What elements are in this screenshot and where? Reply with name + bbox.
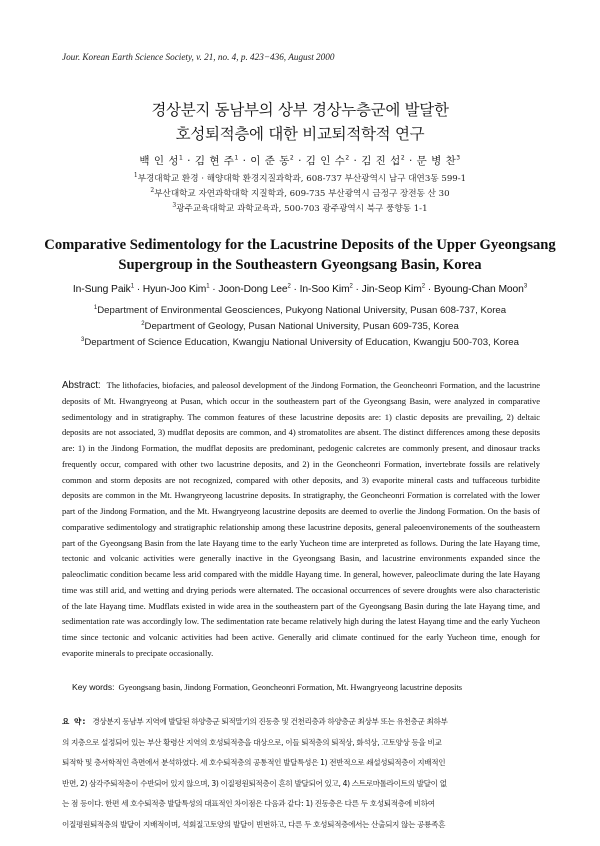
english-author: Hyun-Joo Kim xyxy=(142,284,207,295)
english-author: Jin-Seop Kim xyxy=(361,284,422,295)
korean-affiliation: $^1$부경대학교 환경 · 해양대학 환경지질과학과, 608-737 부산광역시 남구 대연3동 599-1 xyxy=(133,172,467,184)
korean-title-line2: 호성퇴적층에 대한 비교퇴적학적 연구 xyxy=(175,125,425,143)
korean-authors: 백 인 성$^1$ · 김 현 주$^1$ · 이 준 동$^2$ · 김 인 수$^2$ · 김 진 섭$^2$ · 문 병 찬$^3$ xyxy=(139,154,461,167)
korean-abstract-line: 의 지층으로 설정되어 있는 부산 황령산 지역의 호성퇴적층을 대상으로, 이들 퇴적층의 퇴적상, 화석상, 고토양상 등을 비교 xyxy=(62,737,442,747)
keywords-text: Gyeongsang basin, Jindong Formation, Geoncheonri Formation, Mt. Hwangryeong lacustrine deposits xyxy=(118,683,463,692)
journal-citation: Jour. Korean Earth Science Society, v. 21, no. 4, p. 423−436, August 2000 xyxy=(62,52,335,62)
korean-abstract xyxy=(62,712,540,836)
korean-affiliation: $^3$광주교육대학교 과학교육과, 500-703 광주광역시 북구 풍향동 1-1 xyxy=(172,202,428,214)
korean-author: 문 병 찬 xyxy=(416,155,457,167)
english-title-line2: Supergroup in the Southeastern Gyeongsang Basin, Korea xyxy=(118,257,482,273)
korean-abstract-line: 이질평원퇴적층의 발달이 지배적이며, 석회질고토양의 발달이 빈번하고, 다른 두 호성퇴적층에서는 산출되지 않는 공룡족흔 xyxy=(62,819,446,829)
keywords xyxy=(72,682,542,692)
korean-author: 김 현 주 xyxy=(194,155,235,167)
english-author: In-Soo Kim xyxy=(299,284,350,295)
english-affiliation: $^3$Department of Science Education, Kwangju National University of Education, Kwangju 500-703, Korea xyxy=(81,336,519,348)
english-affiliation: $^1$Department of Environmental Geosciences, Pukyong National University, Pusan 608-737, Korea xyxy=(93,304,507,316)
korean-author: 백 인 성 xyxy=(139,155,179,167)
abstract-text: The lithofacies, biofacies, and paleosol development of the Jindong Formation, the Geoncheonri Formation, and the lacustrine deposits of Mt. Hwangryeong at Pusan, which occur in the southeastern part of the Gyeongsang Basin, were analyzed in comparative sedimentology and in stratigraphy. The common features of these lacustrine deposits are: 1) clastic deposits are prevailing, 2) deltaic deposits are not associated, 3) mudflat deposits are common, and 4) stromatolites are absent. The distinct differences among these deposits are: 1) in the Jindong Formation, the mudflat deposits are predominant, pedogenic calcretes are commonly present, and dinosaur tracks frequently occur, compared with other two lacustrine deposits, and 2) in the Geoncheonri Formation, invertebrate fossils are relatively common and storm deposits are not recognized, compared with other deposits, and 3) evaporite mineral casts and tuffaceous turbidite deposits are common in the Mt. Hwangryeong lacustrine deposits. In stratigraphy, the Geoncheonri Formation is correlated with the lower part of the Jindong Formation, and the Mt. Hwangryeong lacustrine deposits are deemed to overlie the Jindong Formation. On the basis of comparative sedimentology and stratigraphic relationship among these lacustrine deposits, general paleoenvironements of the southeastern part of the Gyeongsang Basin from the late Hayang time to the early Yucheon time are interpreted as follows. During the late Hayang time, tectonic and volcanic activities were generally inactive in the Gyeongsang Basin, and lacustrine environments expanded since the paleoclimatic condition became less arid compared with the middle Hayang time. In general, however, paleoclimate during the late Hayang time was still arid, and wetting and drying periods were alternated. The occasional occurrences of severe droughts were also characteristic of the late Hayang time. Mudflats existed in wide area in the southeastern part of the Gyeongsang Basin during the late Hayang time, and sedimentation rate was accordingly low. The sedimentation rate became relatively high during the latest Hayang time and the early Yucheon time since tectonic and volcanic activities had been active. Generally arid climate continued for the early Yucheon time, enough for evaporite minerals to precipate occasionally. xyxy=(62,380,540,658)
english-authors: In-Sung Paik$^1$ · Hyun-Joo Kim$^1$ · Joon-Dong Lee$^2$ · In-Soo Kim$^2$ · Jin-Seop Kim$^2$ · Byoung-Chan Moon$^3$ xyxy=(72,283,528,295)
abstract xyxy=(62,378,540,662)
korean-title-line1: 경상분지 동남부의 상부 경상누층군에 발달한 xyxy=(151,101,449,119)
english-title-line1: Comparative Sedimentology for the Lacustrine Deposits of the Upper Gyeongsang xyxy=(44,237,556,253)
korean-affiliation: $^2$부산대학교 자연과학대학 지질학과, 609-735 부산광역시 금정구 장전동 산 30 xyxy=(150,187,450,199)
english-affiliation: $^2$Department of Geology, Pusan National University, Pusan 609-735, Korea xyxy=(141,320,459,332)
korean-author: 김 진 섭 xyxy=(361,155,401,167)
korean-abstract-line: 는 점 등이다. 한편 세 호수퇴적층 발달특성의 대표적인 차이점은 다음과 같다: 1) 진동층은 다른 두 호성퇴적층에 비하여 xyxy=(62,799,435,809)
korean-author: 김 인 수 xyxy=(305,155,346,167)
english-author: Byoung-Chan Moon xyxy=(433,284,524,295)
korean-abstract-line: 요 약: 경상분지 동남부 지역에 발달된 하양층군 퇴적말기의 진동층 및 건천리층과 하양층군 최상부 또는 유천층군 최하부 xyxy=(62,717,448,726)
korean-abstract-line: 반면, 2) 삼각주퇴적층이 수반되어 있지 않으며, 3) 이질평원퇴적층이 흔히 발달되어 있고, 4) 스트로마톨라이트의 발달이 없 xyxy=(62,778,447,788)
abstract-label: Abstract: xyxy=(62,380,101,391)
korean-author: 이 준 동 xyxy=(250,155,290,167)
korean-abstract-line: 퇴적학 및 층서학적인 측면에서 분석하였다. 세 호수퇴적층의 공통적인 발달특성은 1) 전반적으로 쇄설성퇴적층이 지배적인 xyxy=(62,758,446,768)
english-author: In-Sung Paik xyxy=(72,284,131,295)
korean-abstract-label: 요 약: xyxy=(62,717,87,726)
english-author: Joon-Dong Lee xyxy=(218,284,288,295)
keywords-label: Key words: xyxy=(72,682,115,692)
